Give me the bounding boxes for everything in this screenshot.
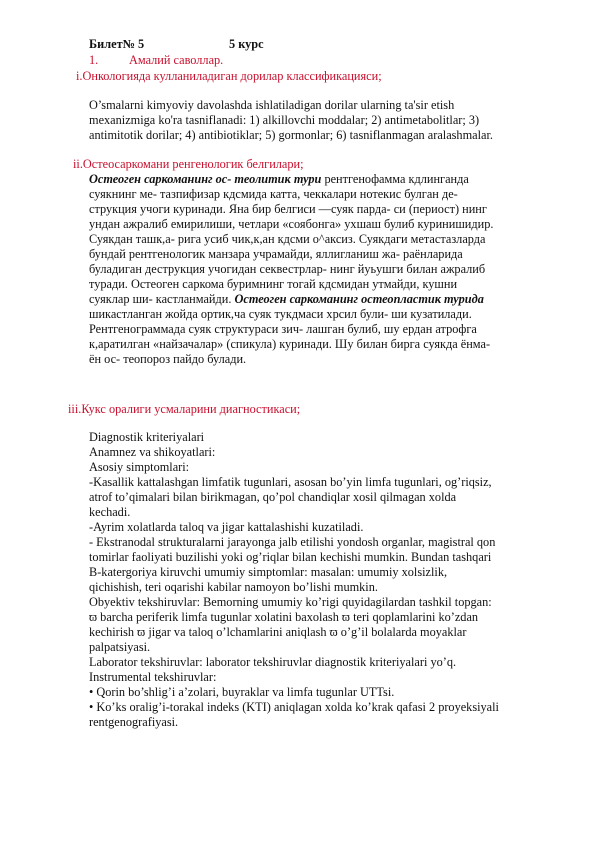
question-2-heading	[73, 157, 304, 172]
question-3-line: kechadi.	[89, 505, 131, 519]
question-1-line: O’smalarni kimyoviy davolashda ishlatiladigan dorilar ularning ta'sir etish	[89, 98, 455, 112]
question-3-line: rentgenografiyasi.	[89, 715, 179, 729]
question-3-line: Anamnez va shikoyatlari:	[89, 445, 216, 459]
question-3-line: Diagnostik kriteriyalari	[89, 430, 205, 444]
question-2-line: суякнинг ме- тазпифизар кдсмида катта, чеккалари нотекис булган де-	[89, 187, 458, 201]
practical-number: 1.	[89, 53, 99, 67]
question-3-line: tomirlar faoliyati buzilishi yoki og’riqlar bilan kechishi mumkin. Bundan tashqari	[89, 550, 492, 564]
question-2-line: ён ос- теопороз пайдо булади.	[89, 352, 247, 366]
question-1-line: mexanizmiga ko'ra tasniflanadi: 1) alkillovchi moddalar; 2) antimetabolitlar; 3)	[89, 113, 480, 127]
question-2-line	[89, 292, 484, 307]
question-2-numeral: ii.	[73, 157, 83, 171]
ticket-number: Билет№ 5	[89, 37, 145, 51]
question-3-title: Кукс оралиги усмаларини диагностикаси;	[81, 402, 301, 416]
question-3-line: kechirish ϖ jigar va taloq o’lchamlarini aniqlash ϖ o’g’il bolalarda moyaklar	[89, 625, 467, 639]
question-3-line: - Ekstranodal strukturalarni jarayonga jalb etilishi yondosh organlar, magistral qon	[89, 535, 496, 549]
question-2-line: бундай рентгенологик манзара учрамайди, яллигланиш жа- раёнларида	[89, 247, 463, 261]
question-2-line-text: рентгенофамма кдлинганда	[321, 172, 469, 186]
question-3-line: -Kasallik kattalashgan limfatik tugunlari, asosan bo’yin limfa tugunlari, og’riqsiz,	[89, 475, 492, 489]
question-2-line: ундан ажралиб емирилиши, четлари «соябонга» ухшаш булиб куринишидир.	[89, 217, 494, 231]
question-3-line: atrof to’qimalari bilan birikmagan, qo’pol chandiqlar xosil qilmagan xolda	[89, 490, 457, 504]
question-2-line: Рентгенограммада суяк структураси зич- лашган булиб, шу ердан атрофга	[89, 322, 477, 336]
question-2-title: Остеосаркомани ренгенологик белгилари;	[82, 157, 304, 171]
question-2-line: туради. Остеоген саркома буримнинг тогай кдсмидан утмайди, кушни	[89, 277, 458, 291]
question-3-line: -Ayrim xolatlarda taloq va jigar kattalashishi kuzatiladi.	[89, 520, 364, 534]
question-1-title: Онкологияда кулланиладиган дорилар классификацияси;	[82, 69, 382, 83]
question-2-line: шикастланган жойда ортик,ча суяк тукдмаси хрсил були- ши кузатилади.	[89, 307, 472, 321]
question-2-line: к,аратилган «найзачалар» (спикула) куринади. Шу билан бирга суякда ёнма-	[89, 337, 491, 351]
question-3-line: Instrumental tekshiruvlar:	[89, 670, 217, 684]
question-1-line: antimitotik dorilar; 4) antibiotiklar; 5) gormonlar; 6) tasniflanmagan aralashmalar.	[89, 128, 493, 142]
question-3-line: • Qorin bo’shlig’i a’zolari, buyraklar va limfa tugunlar UTTsi.	[89, 685, 395, 699]
question-2-line: Суякдан ташк,а- рига усиб чик,к,ан кдсми о^аксиз. Суякдаги метастазларда	[89, 232, 486, 246]
question-3-line: Obyektiv tekshiruvlar: Bemorning umumiy ko’rigi quyidagilardan tashkil topgan:	[89, 595, 492, 609]
question-2-line	[89, 172, 469, 187]
question-2-line: буладиган деструкция учогидан секвестрлар- нинг йуьушги билан ажралиб	[89, 262, 486, 276]
question-3-line: qichishish, teri oqarishi kabilar namoyon bo’lishi mumkin.	[89, 580, 378, 594]
question-1-heading	[76, 69, 382, 84]
question-3-line: B-katergoriya kiruvchi umumiy simptomlar: masalan: umumiy xolsizlik,	[89, 565, 448, 579]
question-2-emphasis: Остеоген саркоманинг ос- теолитик тури	[89, 172, 322, 186]
question-3-numeral: iii.	[68, 402, 82, 416]
question-3-heading	[68, 402, 300, 417]
question-3-line: ϖ barcha periferik limfa tugunlar xolatini baxolash ϖ teri qoplamlarini ko’zdan	[89, 610, 479, 624]
question-2-line-text: суяклар ши- кастланмайди.	[89, 292, 235, 306]
question-3-line: Asosiy simptomlari:	[89, 460, 190, 474]
question-3-line: palpatsiyasi.	[89, 640, 151, 654]
course-number: 5 курс	[229, 37, 264, 51]
question-2-emphasis: Остеоген саркоманинг остеопластик турида	[234, 292, 484, 306]
question-2-line: струкция учоги куринади. Яна бир белгиси —суяк парда- си (периост) нинг	[89, 202, 487, 216]
question-1-numeral: i.	[76, 69, 83, 83]
question-3-line: • Ko’ks oralig’i-torakal indeks (KTI) aniqlagan xolda ko’krak qafasi 2 proyeksiyali	[89, 700, 499, 714]
question-3-line: Laborator tekshiruvlar: laborator tekshiruvlar diagnostik kriteriyalari yo’q.	[89, 655, 457, 669]
practical-title: Амалий саволлар.	[129, 53, 224, 67]
